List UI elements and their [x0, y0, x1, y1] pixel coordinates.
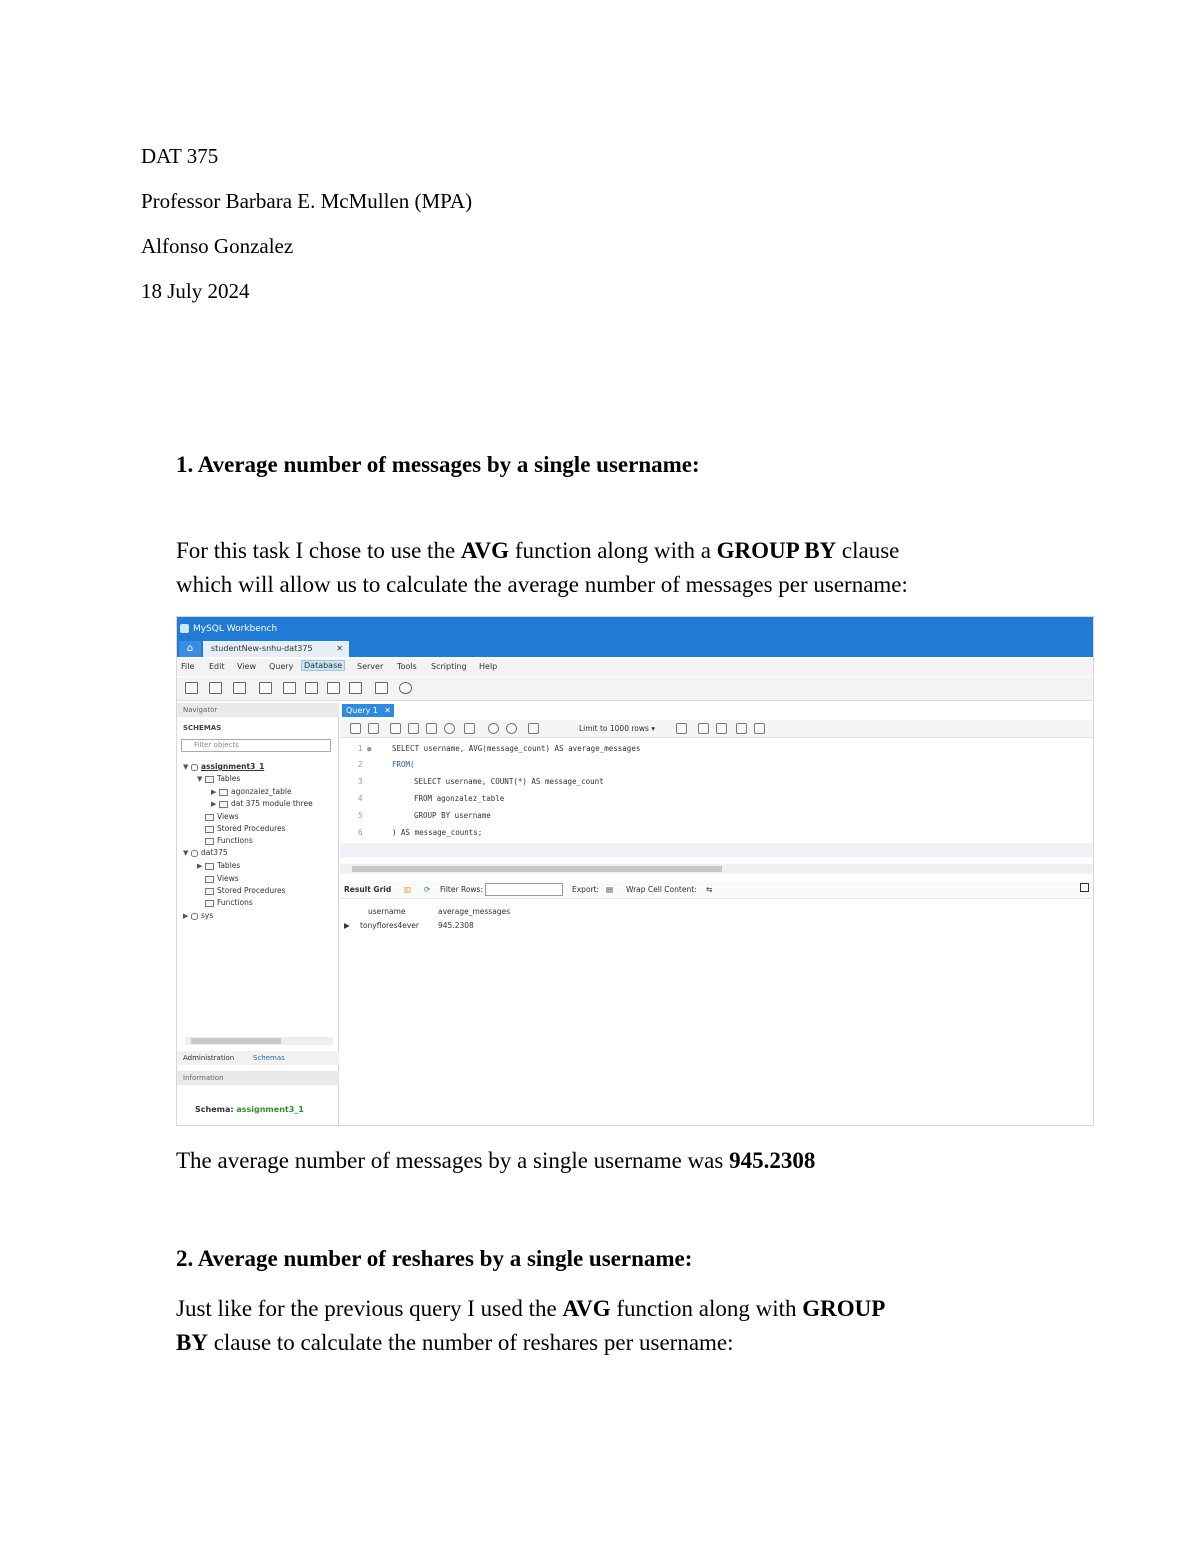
- tree-label: Tables: [217, 861, 241, 870]
- inspector-icon[interactable]: [233, 682, 246, 694]
- folder-icon: [205, 814, 214, 821]
- wrap-cell-label: Wrap Cell Content:: [626, 885, 697, 894]
- create-function-icon[interactable]: [349, 682, 362, 694]
- code-line-4: FROM agonzalez_table: [414, 794, 505, 803]
- bookmark-icon[interactable]: [676, 723, 687, 734]
- folder-icon: [205, 876, 214, 883]
- schema-info: [195, 1105, 304, 1114]
- section1-heading: 1. Average number of messages by a single username:: [176, 452, 700, 477]
- professor-name: Professor Barbara E. McMullen (MPA): [141, 189, 473, 213]
- para-text: Just like for the previous query I used the: [176, 1296, 563, 1321]
- maximize-icon[interactable]: [1080, 883, 1089, 892]
- export-label: Export:: [572, 885, 600, 894]
- result-toolbar: [340, 881, 1094, 899]
- tree-label: agonzalez_table: [231, 787, 292, 796]
- filter-objects-input[interactable]: [181, 739, 331, 752]
- filter-rows-label: Filter Rows:: [440, 885, 483, 894]
- stop-icon[interactable]: [444, 723, 455, 734]
- para-text: function along with a: [509, 538, 717, 563]
- menu-database[interactable]: Database: [301, 660, 345, 671]
- query-tab-label: Query 1: [346, 706, 378, 715]
- section2-paragraph: [176, 1292, 1076, 1360]
- result-grid-tab[interactable]: Result Grid: [344, 885, 392, 894]
- create-table-icon[interactable]: [283, 682, 296, 694]
- tree-schema-assignment3_1[interactable]: ▼ assignment3_1: [183, 762, 265, 771]
- result-text: The average number of messages by a single username was: [176, 1148, 730, 1173]
- navigator-panel: [177, 703, 339, 1126]
- navigator-scrollbar[interactable]: [185, 1037, 333, 1045]
- para-bold-group: GROUP: [802, 1296, 886, 1321]
- open-sql-icon[interactable]: [209, 682, 222, 694]
- tree-label: Tables: [217, 774, 241, 783]
- rollback-icon[interactable]: [506, 723, 517, 734]
- tree-stored-procedures-2[interactable]: [205, 886, 286, 895]
- student-name: Alfonso Gonzalez: [141, 234, 294, 258]
- create-view-icon[interactable]: [305, 682, 318, 694]
- course-name: DAT 375: [141, 144, 219, 168]
- para-text: clause to calculate the number of reshares per username:: [207, 1330, 734, 1355]
- menu-bar: [177, 659, 1093, 676]
- tab-administration[interactable]: Administration: [183, 1054, 235, 1062]
- table-icon: [219, 801, 228, 808]
- para-bold-avg: AVG: [460, 538, 510, 563]
- beautify-icon[interactable]: [698, 723, 709, 734]
- tree-stored-procedures[interactable]: [205, 824, 286, 833]
- tree-table-agonzalez[interactable]: ▶ agonzalez_table: [211, 787, 292, 796]
- tree-label: sys: [201, 911, 214, 920]
- refresh-icon[interactable]: ⟳: [424, 885, 431, 894]
- code-line-6: ) AS message_counts;: [392, 828, 483, 837]
- para-text: clause: [836, 538, 900, 563]
- para-text: function along with: [610, 1296, 803, 1321]
- tree-label: Functions: [217, 898, 253, 907]
- new-sql-tab-icon[interactable]: [185, 682, 198, 694]
- column-header-average-messages[interactable]: average_messages: [438, 907, 511, 916]
- tree-label: assignment3_1: [201, 762, 265, 771]
- tree-label: Views: [217, 812, 239, 821]
- tree-schema-sys[interactable]: ▶ sys: [183, 911, 214, 920]
- menu-file[interactable]: File: [181, 662, 195, 671]
- table-icon: [219, 789, 228, 796]
- folder-icon: [205, 826, 214, 833]
- tree-views-2[interactable]: [205, 874, 239, 883]
- schema-info-label: Schema:: [195, 1105, 237, 1114]
- limit-label: Limit to 1000 rows: [579, 724, 649, 733]
- wrap-cell-icon[interactable]: ⇆: [706, 885, 713, 894]
- autocommit-icon[interactable]: [528, 723, 539, 734]
- navigator-header: Navigator: [177, 703, 339, 717]
- para-text: For this task I chose to use the: [176, 538, 461, 563]
- tab-schemas[interactable]: Schemas: [253, 1054, 285, 1062]
- editor-scrollbar[interactable]: [340, 864, 1094, 874]
- search-table-icon[interactable]: [375, 682, 388, 694]
- tree-tables[interactable]: ▼ Tables: [197, 774, 241, 783]
- para-bold-by: BY: [176, 1330, 208, 1355]
- schemas-label: SCHEMAS: [183, 724, 222, 732]
- connection-tab-label: studentNew-snhu-dat375: [211, 644, 313, 653]
- menu-edit[interactable]: Edit: [209, 662, 225, 671]
- database-icon: [191, 850, 198, 857]
- code-line-2: FROM(: [392, 760, 415, 769]
- window-title: MySQL Workbench: [193, 624, 278, 634]
- find-icon[interactable]: [716, 723, 727, 734]
- tree-schema-dat375[interactable]: ▼ dat375: [183, 848, 228, 857]
- document-date: 18 July 2024: [141, 279, 250, 303]
- table-cell-username[interactable]: tonyflores4ever: [360, 921, 419, 930]
- reconnect-icon[interactable]: [399, 682, 412, 694]
- section1-paragraph: [176, 534, 1076, 602]
- explain-icon[interactable]: [426, 723, 437, 734]
- database-icon: [191, 764, 198, 771]
- menu-view[interactable]: View: [237, 662, 256, 671]
- folder-icon: [205, 900, 214, 907]
- current-line-highlight: [340, 843, 1094, 857]
- menu-server[interactable]: Server: [357, 662, 384, 671]
- close-icon[interactable]: ✕: [336, 644, 343, 653]
- invisible-chars-icon[interactable]: [736, 723, 747, 734]
- open-file-icon[interactable]: [350, 723, 361, 734]
- menu-help[interactable]: Help: [479, 662, 498, 671]
- tree-table-dat375[interactable]: ▶ dat 375 module three: [211, 799, 313, 808]
- section1-result: [176, 1148, 815, 1174]
- para-bold-groupby: GROUP BY: [716, 538, 837, 563]
- mysql-workbench-screenshot: [176, 616, 1094, 1126]
- tree-label: Stored Procedures: [217, 886, 286, 895]
- tree-label: Stored Procedures: [217, 824, 286, 833]
- database-icon: [191, 913, 198, 920]
- filter-placeholder: Filter objects: [194, 741, 239, 749]
- code-line-3: SELECT username, COUNT(*) AS message_count: [414, 777, 604, 786]
- tree-label: dat 375 module three: [231, 799, 313, 808]
- code-line-1: SELECT username, AVG(message_count) AS average_messages: [392, 744, 641, 753]
- create-schema-icon[interactable]: [259, 682, 272, 694]
- close-icon[interactable]: ✕: [384, 706, 391, 715]
- grid-icon[interactable]: ▥: [404, 885, 412, 894]
- menu-query[interactable]: Query: [269, 662, 294, 671]
- export-icon[interactable]: ▤: [606, 885, 614, 894]
- schema-info-value: assignment3_1: [236, 1105, 304, 1114]
- workbench-app-icon: [180, 624, 189, 633]
- folder-icon: [205, 863, 214, 870]
- para-bold-avg: AVG: [562, 1296, 611, 1321]
- tree-views[interactable]: [205, 812, 239, 821]
- folder-icon: [205, 838, 214, 845]
- main-toolbar: [177, 677, 1093, 701]
- execute-icon[interactable]: [390, 723, 401, 734]
- sql-editor[interactable]: 1 ● SELECT username, AVG(message_count) AS average_messages 2 FROM( 3 SELECT username, COUNT(*) AS message_count 4 FROM agonzalez_table 5 GROUP BY username 6 ) AS message_counts;: [340, 740, 1094, 862]
- connection-tab[interactable]: [203, 641, 349, 657]
- filter-rows-input[interactable]: [485, 883, 563, 896]
- menu-scripting[interactable]: Scripting: [431, 662, 467, 671]
- result-value: 945.2308: [729, 1148, 816, 1173]
- table-cell-average[interactable]: 945.2308: [438, 921, 474, 930]
- limit-rows-select[interactable]: Limit to 1000 rows ▾: [579, 724, 656, 733]
- tree-label: Functions: [217, 836, 253, 845]
- para-line-2: which will allow us to calculate the average number of messages per username:: [176, 572, 908, 597]
- column-header-username[interactable]: username: [368, 907, 406, 916]
- navigator-bottom-tabs: [177, 1051, 339, 1065]
- tree-functions[interactable]: [205, 836, 253, 845]
- folder-icon: [205, 776, 214, 783]
- tree-label: Views: [217, 874, 239, 883]
- menu-tools[interactable]: Tools: [397, 662, 417, 671]
- code-line-5: GROUP BY username: [414, 811, 491, 820]
- wrap-lines-icon[interactable]: [754, 723, 765, 734]
- query-area: [340, 703, 1094, 1126]
- save-icon[interactable]: [368, 723, 379, 734]
- section2-heading: 2. Average number of reshares by a single username:: [176, 1246, 693, 1271]
- home-tab-icon[interactable]: ⌂: [179, 641, 201, 657]
- row-pointer-icon: ▶: [344, 921, 350, 930]
- tab-query-1[interactable]: [342, 704, 394, 717]
- folder-icon: [205, 888, 214, 895]
- query-toolbar: [340, 720, 1094, 738]
- create-procedure-icon[interactable]: [327, 682, 340, 694]
- toggle-continue-icon[interactable]: [464, 723, 475, 734]
- execute-current-icon[interactable]: [408, 723, 419, 734]
- tree-functions-2[interactable]: [205, 898, 253, 907]
- commit-icon[interactable]: [488, 723, 499, 734]
- window-titlebar: [177, 617, 1093, 657]
- information-header: Information: [177, 1071, 339, 1085]
- tree-label: dat375: [201, 848, 228, 857]
- tree-tables-2[interactable]: ▶ Tables: [197, 861, 241, 870]
